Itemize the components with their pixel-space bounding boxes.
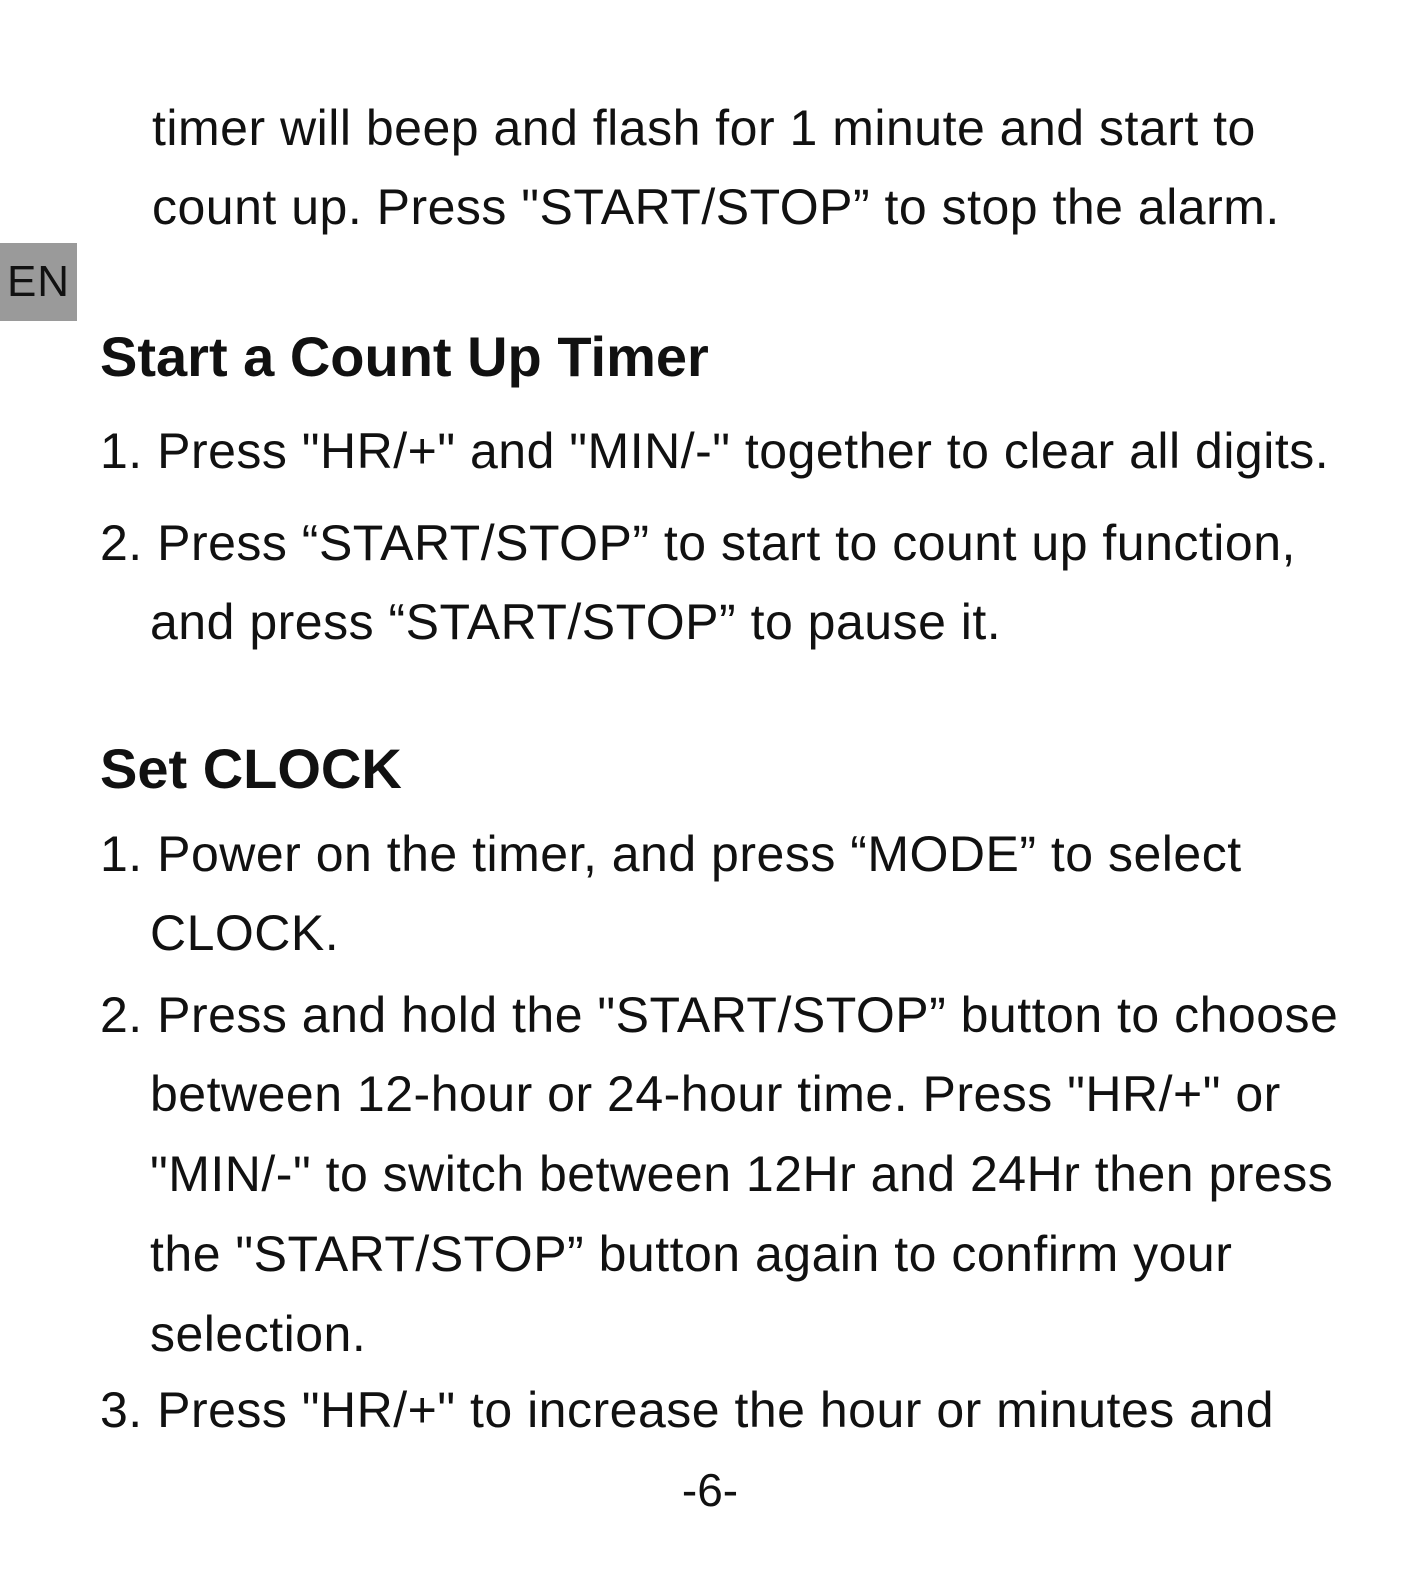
heading-count-up-timer: Start a Count Up Timer (100, 325, 709, 388)
intro-line-2: count up. Press "START/STOP” to stop the alarm. (152, 179, 1280, 235)
clock-step-1-line-1: 1. Power on the timer, and press “MODE” to select (100, 826, 1242, 882)
page-number: -6- (681, 1464, 739, 1516)
clock-step-2-line-5: selection. (150, 1306, 367, 1362)
clock-step-2-line-3: "MIN/-" to switch between 12Hr and 24Hr then press (150, 1146, 1334, 1202)
clock-step-3-line-1: 3. Press "HR/+" to increase the hour or minutes and (100, 1382, 1275, 1438)
count-up-step-2-line-1: 2. Press “START/STOP” to start to count up function, (100, 515, 1296, 571)
count-up-step-2-line-2: and press “START/STOP” to pause it. (150, 594, 1002, 650)
clock-step-1-line-2: CLOCK. (150, 905, 340, 961)
clock-step-2-line-1: 2. Press and hold the "START/STOP” button to choose (100, 987, 1339, 1043)
clock-step-2-line-2: between 12-hour or 24-hour time. Press "HR/+" or (150, 1066, 1281, 1122)
count-up-step-1: 1. Press "HR/+" and "MIN/-" together to clear all digits. (100, 423, 1330, 479)
heading-set-clock: Set CLOCK (100, 737, 402, 800)
intro-line-1: timer will beep and flash for 1 minute and start to (152, 100, 1256, 156)
clock-step-2-line-4: the "START/STOP” button again to confirm your (150, 1226, 1233, 1282)
language-tab: EN (0, 243, 77, 321)
